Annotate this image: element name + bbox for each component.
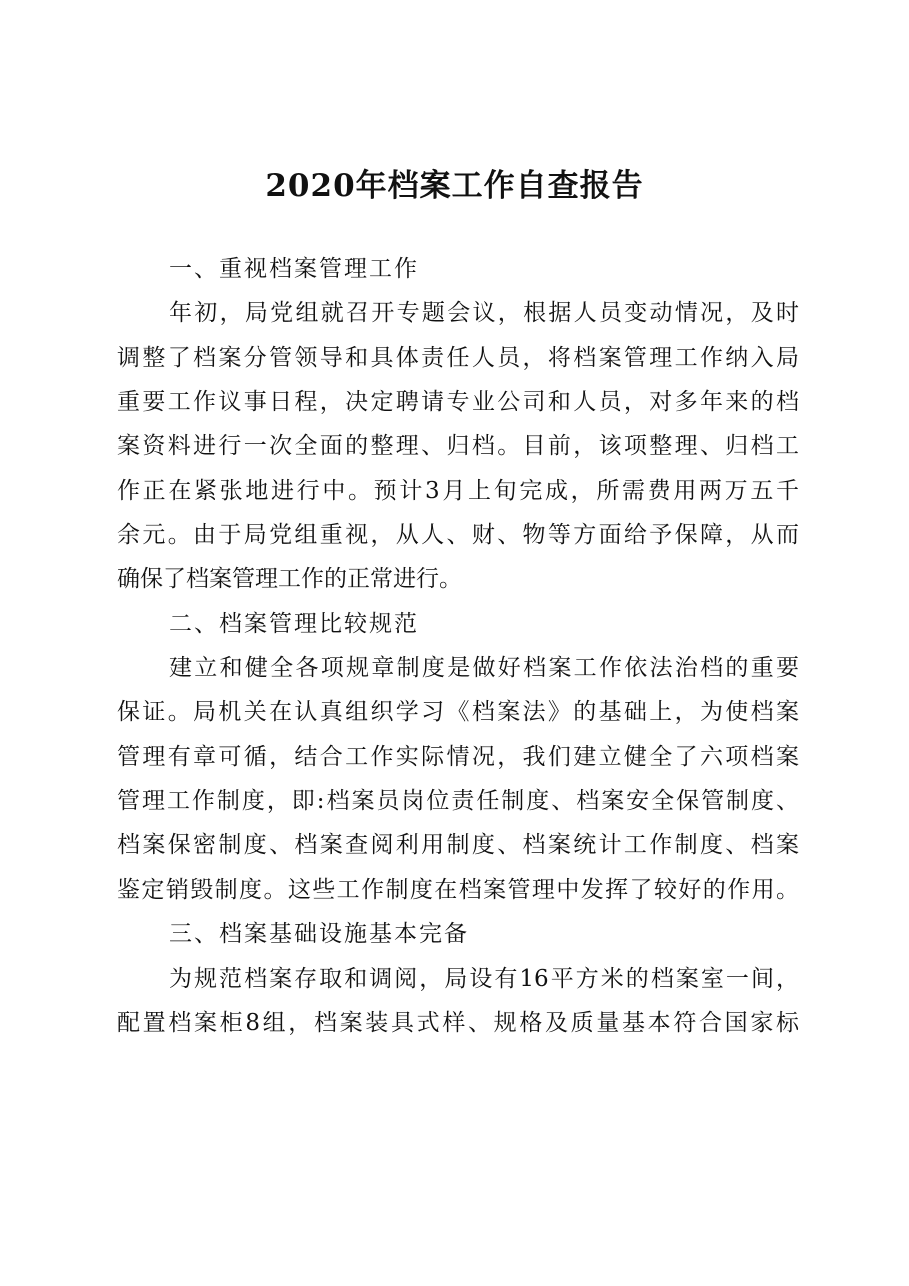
section-heading: 一、重视档案管理工作 [169, 256, 419, 282]
section-heading: 三、档案基础设施基本完备 [169, 921, 469, 948]
paragraph-line: 保证。局机关在认真组织学习《档案法》的基础上，为使档案 [117, 699, 799, 726]
paragraph-line: 重要工作议事日程，决定聘请专业公司和人员，对多年来的档 [117, 389, 799, 416]
paragraph-line: 档案保密制度、档案查阅利用制度、档案统计工作制度、档案 [117, 832, 799, 859]
paragraph-line: 管理有章可循，结合工作实际情况，我们建立健全了六项档案 [117, 743, 799, 770]
paragraph-line: 案资料进行一次全面的整理、归档。目前，该项整理、归档工 [117, 433, 799, 460]
document-title: 2020年档案工作自查报告 [265, 168, 644, 204]
paragraph-line: 调整了档案分管领导和具体责任人员，将档案管理工作纳入局 [117, 344, 799, 371]
paragraph-line: 余元。由于局党组重视，从人、财、物等方面给予保障，从而 [117, 522, 799, 549]
paragraph-line: 鉴定销毁制度。这些工作制度在档案管理中发挥了较好的作用。 [117, 876, 799, 903]
paragraph-line: 配置档案柜8组，档案装具式样、规格及质量基本符合国家标 [117, 1009, 799, 1036]
paragraph-line: 管理工作制度，即:档案员岗位责任制度、档案安全保管制度、 [117, 788, 799, 815]
paragraph-line: 建立和健全各项规章制度是做好档案工作依法治档的重要 [169, 655, 799, 682]
paragraph-line: 年初，局党组就召开专题会议，根据人员变动情况，及时 [169, 300, 799, 327]
document-body [117, 247, 799, 1045]
paragraph-line: 为规范档案存取和调阅，局设有16平方米的档案室一间， [169, 965, 799, 992]
paragraph-line: 确保了档案管理工作的正常进行。 [117, 566, 462, 593]
paragraph-line: 作正在紧张地进行中。预计3月上旬完成，所需费用两万五千 [117, 477, 799, 504]
section-heading: 二、档案管理比较规范 [169, 610, 419, 637]
